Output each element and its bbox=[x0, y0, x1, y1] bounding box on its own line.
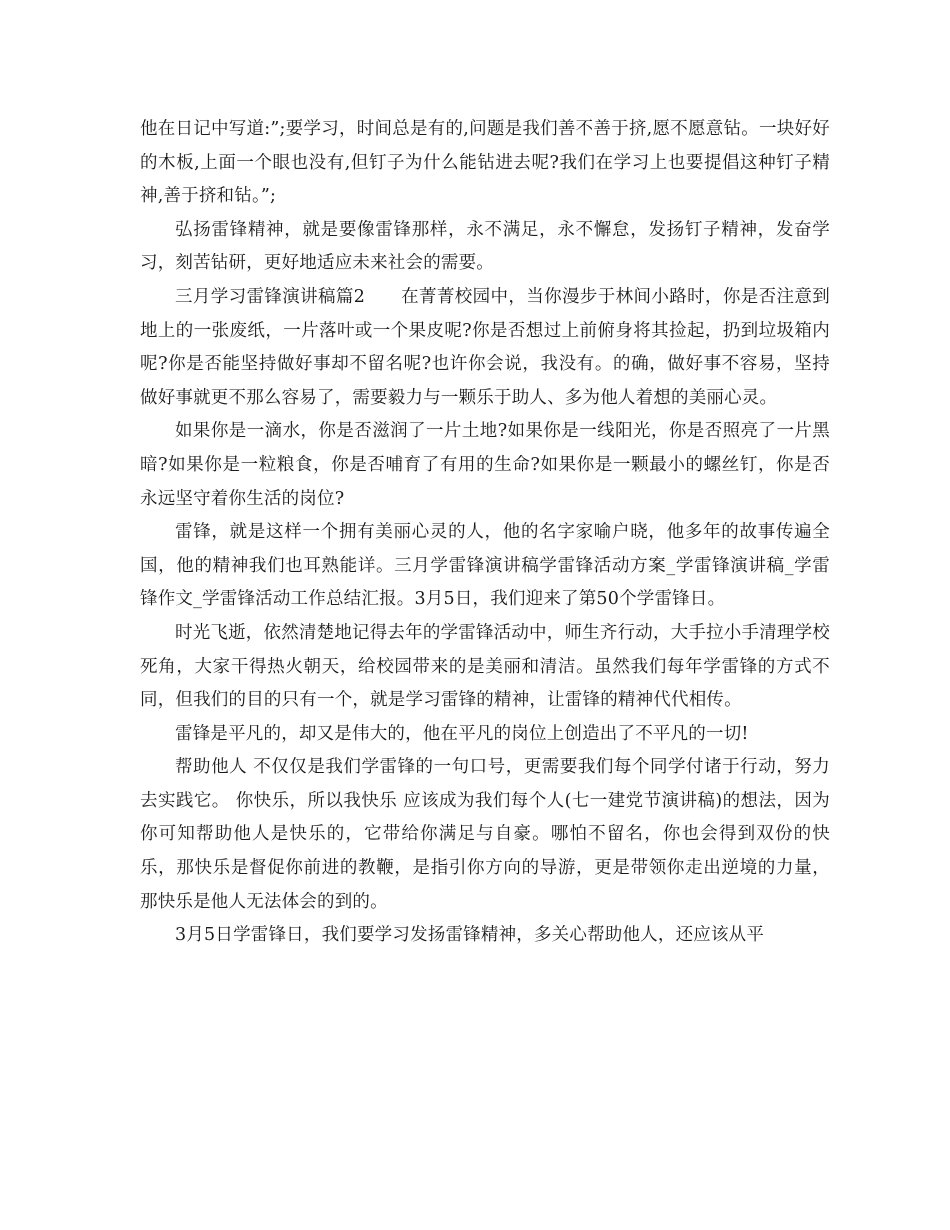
paragraph-8: 帮助他人 不仅仅是我们学雷锋的一句口号，更需要我们每个同学付诸于行动，努力去实践它。 你快乐，所以我快乐 应该成为我们每个人(七一建党节演讲稿)的想法，因为你可知帮助他人是快乐的，它带给你满足与自豪。哪怕不留名，你也会得到双份的快乐，那快乐是督促你前进的教鞭，是指引你方向的导游，更是带领你走出逆境的力量，那快乐是他人无法体会的到的。 bbox=[140, 757, 830, 912]
paragraph-5: 雷锋，就是这样一个拥有美丽心灵的人，他的名字家喻户晓，他多年的故事传遍全国，他的精神我们也耳熟能详。三月学雷锋演讲稿学雷锋活动方案_学雷锋演讲稿_学雷锋作文_学雷锋活动工作总结汇报。3月5日，我们迎来了第50个学雷锋日。 bbox=[140, 522, 830, 610]
body-text bbox=[140, 113, 830, 953]
paragraph-2: 弘扬雷锋精神，就是要像雷锋那样，永不满足，永不懈怠，发扬钉子精神，发奋学习，刻苦钻研，更好地适应未来社会的需要。 bbox=[140, 219, 830, 274]
paragraph-4: 如果你是一滴水，你是否滋润了一片土地?如果你是一线阳光，你是否照亮了一片黑暗?如果你是一粒粮食，你是否哺育了有用的生命?如果你是一颗最小的螺丝钉，你是否永远坚守着你生活的岗位? bbox=[140, 421, 830, 509]
paragraph-1: 他在日记中写道:”;要学习，时间总是有的,问题是我们善不善于挤,愿不愿意钻。一块好好的木板,上面一个眼也没有,但钉子为什么能钻进去呢?我们在学习上也要提倡这种钉子精神,善于挤和钻。”; bbox=[140, 119, 830, 207]
paragraph-7: 雷锋是平凡的，却又是伟大的，他在平凡的岗位上创造出了不平凡的一切! bbox=[175, 723, 749, 744]
paragraph-9: 3月5日学雷锋日，我们要学习发扬雷锋精神，多关心帮助他人，还应该从平 bbox=[175, 925, 765, 946]
paragraph-3: 三月学习雷锋演讲稿篇2 在菁菁校园中，当你漫步于林间小路时，你是否注意到地上的一张废纸，一片落叶或一个果皮呢?你是否想过上前俯身将其捡起，扔到垃圾箱内呢?你是否能坚持做好事却不留名呢?也许你会说，我没有。的确，做好事不容易，坚持做好事就更不那么容易了，需要毅力与一颗乐于助人、多为他人着想的美丽心灵。 bbox=[140, 286, 830, 408]
paragraph-6: 时光飞逝，依然清楚地记得去年的学雷锋活动中，师生齐行动，大手拉小手清理学校死角，大家干得热火朝天，给校园带来的是美丽和清洁。虽然我们每年学雷锋的方式不同，但我们的目的只有一个，就是学习雷锋的精神，让雷锋的精神代代相传。 bbox=[140, 622, 830, 711]
